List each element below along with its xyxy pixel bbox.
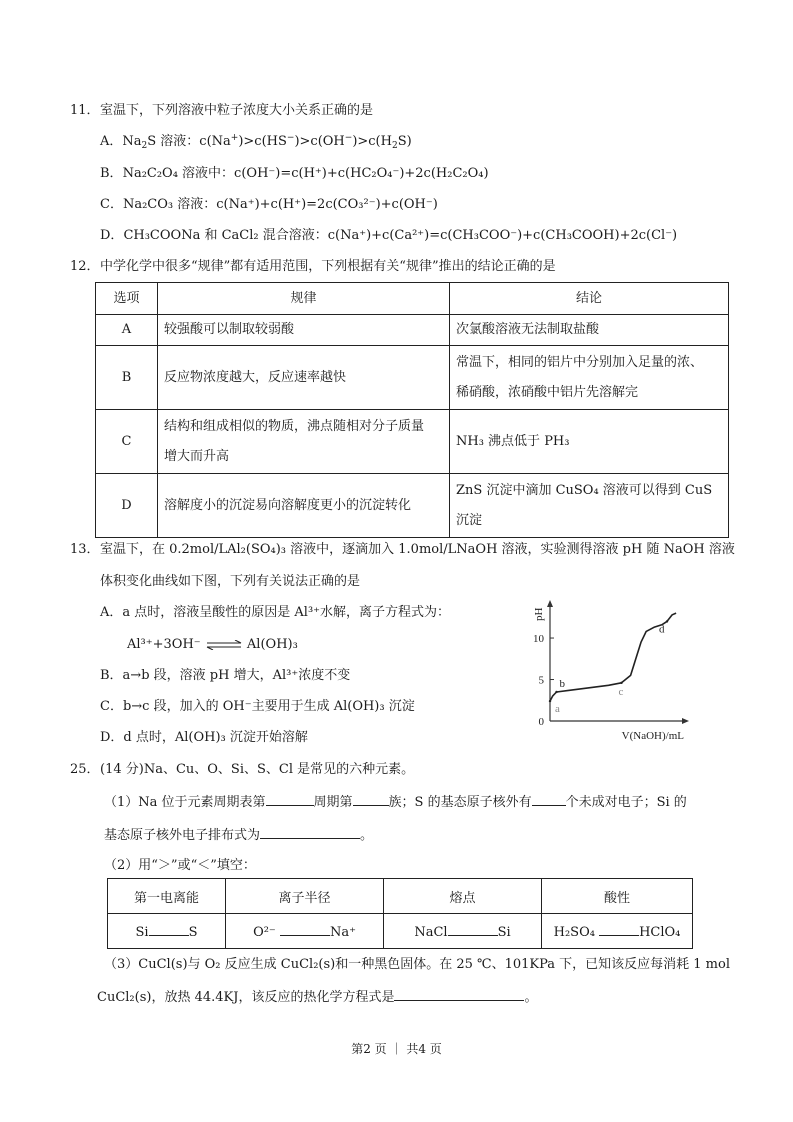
q13-number: 13． (70, 542, 100, 557)
row-conclusion: NH₃ 沸点低于 PH₃ (450, 410, 729, 474)
x-axis-label: V(NaOH)/mL (621, 730, 684, 742)
row-rule: 反应物浓度越大，反应速率越快 (158, 346, 450, 410)
row-conclusion: 常温下，相同的铝片中分别加入足量的浓、 稀硝酸，浓硝酸中铝片先溶解完 (450, 346, 729, 410)
q13-stem-1: 室温下，在 0.2mol/LAl₂(SO₄)₃ 溶液中，逐滴加入 1.0mol/LNaOH 溶液，实验测得溶液 pH 随 NaOH 溶液 (100, 542, 735, 557)
q12-stem: 中学化学中很多“规律”都有适用范围，下列根据有关“规律”推出的结论正确的是 (100, 259, 556, 274)
y-tick-label: 0 (538, 716, 544, 728)
q25-number: 25． (70, 762, 100, 777)
q13-option-b: B．a→b 段，溶液 pH 增大，Al³⁺浓度不变 (100, 668, 351, 683)
answer-blank-unpaired[interactable] (532, 793, 566, 806)
q25-part1-line1: （1）Na 位于元素周期表第 周期第 族；S 的基态原子核外有 个未成对电子；Si 的 (104, 795, 687, 810)
q12-table (95, 282, 729, 538)
q12-header-option: 选项 (96, 283, 158, 315)
answer-blank-config[interactable] (260, 826, 360, 839)
q12-number: 12． (70, 259, 100, 274)
header-melting-point: 熔点 (384, 879, 542, 914)
cell-acidity: H₂SO₄ HClO₄ (542, 914, 693, 949)
point-d (666, 620, 668, 622)
header-ionic-radius: 离子半径 (226, 879, 384, 914)
equilibrium-arrow-icon (205, 640, 243, 650)
q13-stem-2: 体积变化曲线如下图，下列有关说法正确的是 (100, 574, 361, 589)
q11-option-d: D．CH₃COONa 和 CaCl₂ 混合溶液：c(Na⁺)+c(Ca²⁺)=c(CH₃COO⁻)+c(CH₃COOH)+2c(Cl⁻) (100, 228, 678, 243)
answer-blank[interactable] (149, 923, 189, 936)
row-conclusion: ZnS 沉淀中滴加 CuSO₄ 溶液可以得到 CuS 沉淀 (450, 474, 729, 538)
point-b (555, 691, 557, 693)
answer-blank[interactable] (599, 923, 639, 936)
answer-blank[interactable] (280, 923, 330, 936)
answer-blank-period[interactable] (266, 793, 314, 806)
point-label-a: a (555, 703, 560, 716)
q11-option-b: B．Na₂C₂O₄ 溶液中：c(OH⁻)=c(H⁺)+c(HC₂O₄⁻)+2c(H₂C₂O₄) (100, 166, 489, 181)
y-axis-label: pH (533, 607, 545, 621)
y-axis-arrow-icon (547, 600, 553, 607)
answer-blank[interactable] (448, 923, 498, 936)
ph-titration-chart (510, 595, 710, 747)
q11-option-c: C．Na₂CO₃ 溶液：c(Na⁺)+c(H⁺)=2c(CO₃²⁻)+c(OH⁻) (100, 197, 438, 212)
row-option: B (96, 346, 158, 410)
q25-compare-table (107, 878, 693, 949)
y-tick-label: 5 (538, 674, 544, 687)
table-row (96, 346, 729, 410)
row-rule: 溶解度小的沉淀易向溶解度更小的沉淀转化 (158, 474, 450, 538)
q25-part2: （2）用“＞”或“＜”填空： (104, 858, 256, 873)
table-row (96, 410, 729, 474)
q12-header-conclusion: 结论 (450, 283, 729, 315)
cell-ionic-radius: O²⁻ Na⁺ (226, 914, 384, 949)
header-ionization: 第一电离能 (108, 879, 226, 914)
row-option: C (96, 410, 158, 474)
answer-blank-group[interactable] (353, 793, 389, 806)
x-axis-arrow-icon (682, 718, 689, 724)
ph-curve-line (550, 613, 676, 701)
point-label-c: c (618, 685, 624, 698)
chart-axes (533, 600, 689, 742)
q13-option-a-equation: Al³⁺+3OH⁻ Al(OH)₃ (127, 637, 298, 652)
table-row (96, 315, 729, 346)
q25-part3-line2: CuCl₂(s)，放热 44.4KJ，该反应的热化学方程式是 。 (97, 990, 538, 1005)
chart-marks (549, 613, 676, 715)
y-tick-label: 10 (533, 633, 544, 646)
q25-part1-line2: 基态原子核外电子排布式为 。 (104, 828, 374, 843)
cell-ionization: Si S (108, 914, 226, 949)
q25-part3-line1: （3）CuCl(s)与 O₂ 反应生成 CuCl₂(s)和一种黑色固体。在 25 ℃、101KPa 下，已知该反应每消耗 1 mol (104, 957, 730, 972)
q25-stem: (14 分)Na、Cu、O、Si、S、Cl 是常见的六种元素。 (100, 762, 415, 777)
row-rule: 较强酸可以制取较弱酸 (158, 315, 450, 346)
row-rule: 结构和组成相似的物质，沸点随相对分子质量 增大而升高 (158, 410, 450, 474)
page-footer: 第2 页 ｜ 共4 页 (351, 1042, 442, 1056)
q12-header-rule: 规律 (158, 283, 450, 315)
q11-stem: 室温下，下列溶液中粒子浓度大小关系正确的是 (100, 103, 374, 118)
point-c (620, 682, 622, 684)
row-option: A (96, 315, 158, 346)
point-a (549, 700, 551, 702)
q13-option-c: C．b→c 段，加入的 OH⁻主要用于生成 Al(OH)₃ 沉淀 (100, 699, 415, 714)
cell-melting-point: NaCl Si (384, 914, 542, 949)
q11-option-a: A．$Na_2S$ 溶液：$c(Na^+)>c(HS^-)>c(OH^-)>c(H_2S)$ (100, 133, 412, 151)
point-label-d: d (659, 623, 665, 636)
row-option: D (96, 474, 158, 538)
answer-blank-thermo-equation[interactable] (394, 988, 524, 1001)
point-label-b: b (559, 677, 565, 690)
q13-option-d: D．d 点时，Al(OH)₃ 沉淀开始溶解 (100, 730, 308, 745)
q13-option-a: A．a 点时，溶液呈酸性的原因是 Al³⁺水解，离子方程式为： (100, 605, 451, 620)
header-acidity: 酸性 (542, 879, 693, 914)
q11-number: 11． (70, 103, 100, 118)
row-conclusion: 次氯酸溶液无法制取盐酸 (450, 315, 729, 346)
table-row (96, 474, 729, 538)
